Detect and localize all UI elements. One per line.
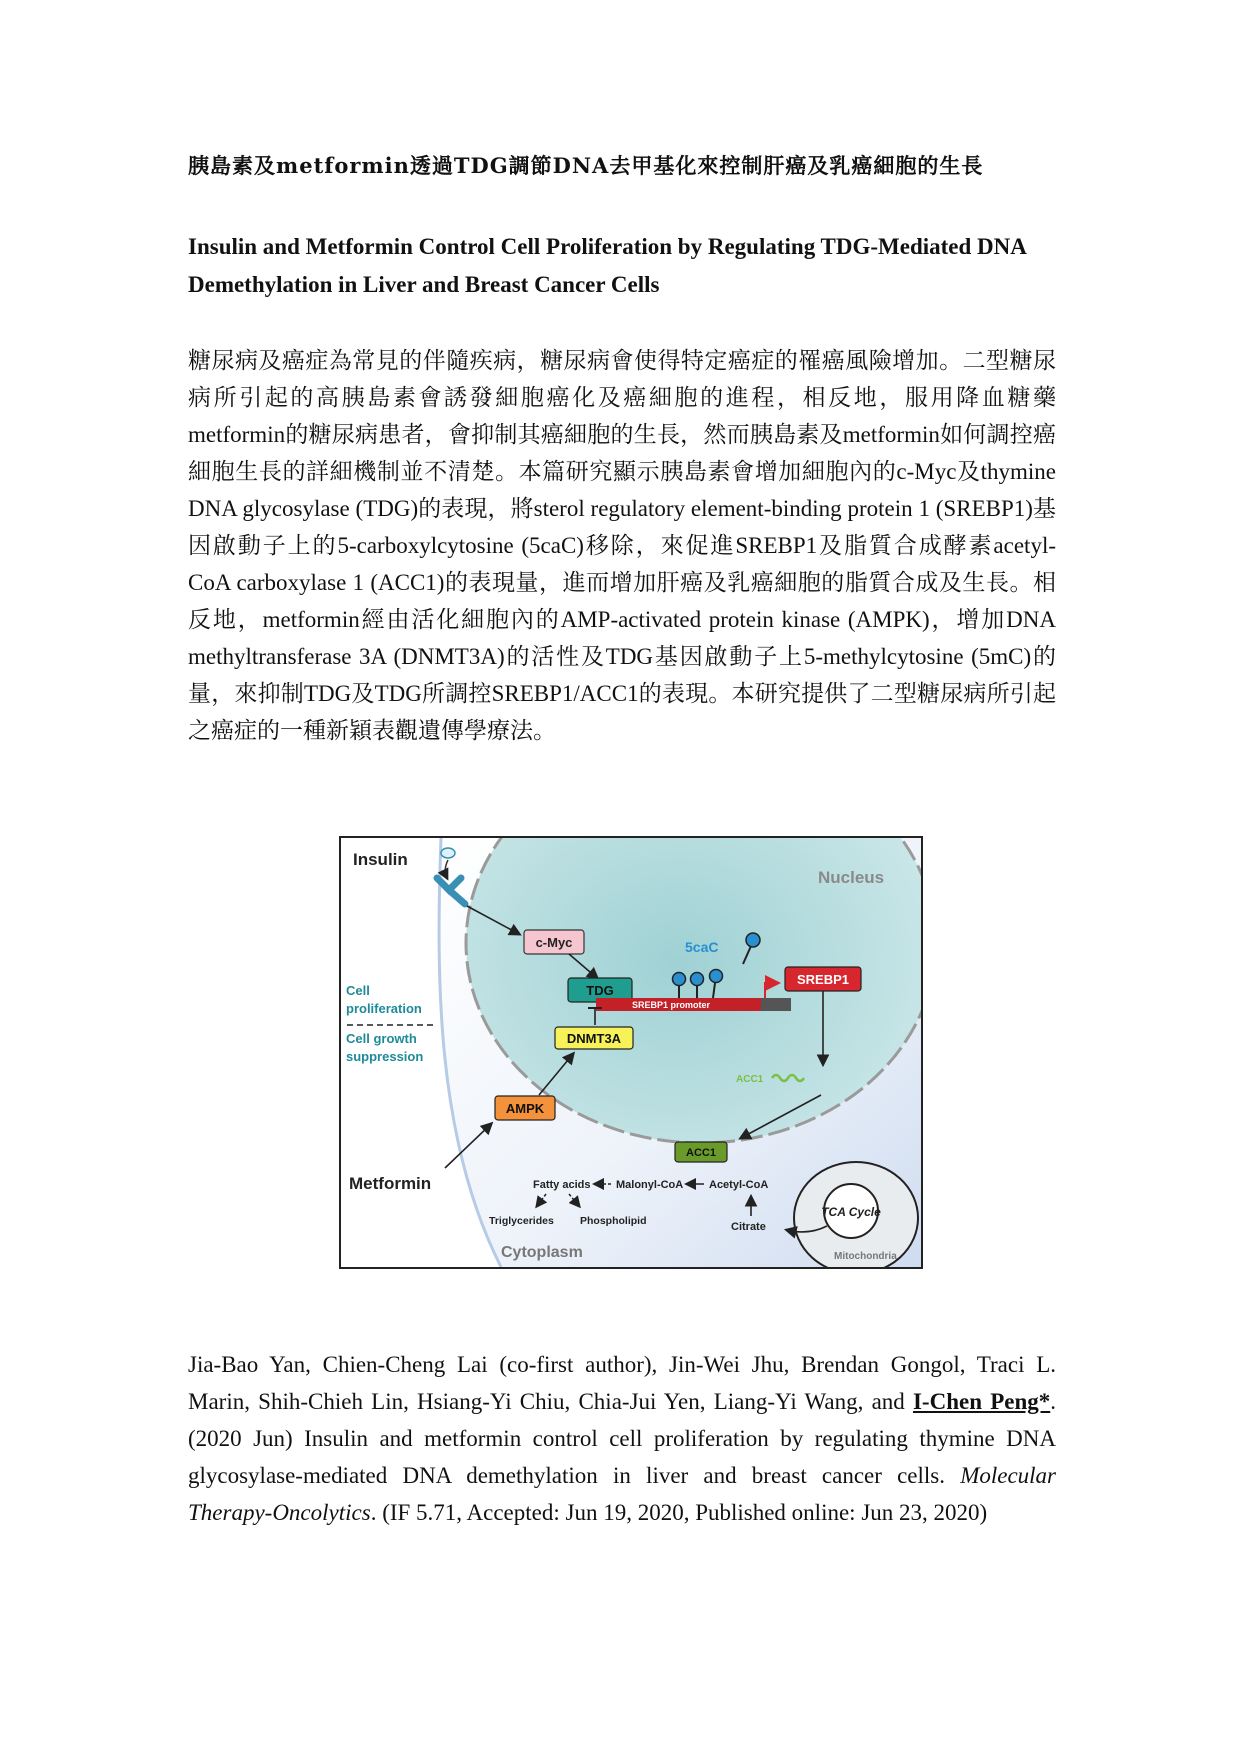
mitochondria-label: Mitochondria: [834, 1251, 897, 1262]
tca-cycle-label: TCA Cycle: [821, 1205, 881, 1219]
fatty-acids-label: Fatty acids: [533, 1179, 591, 1191]
acc1-mrna-label: ACC1: [736, 1074, 764, 1085]
citation-authors: Jia-Bao Yan, Chien-Cheng Lai (co-first author), Jin-Wei Jhu, Brendan Gongol, Traci L. Marin, Shih-Chieh Lin, Hsiang-Yi Chiu, Chia-Jui Yen, Liang-Yi Wang, and: [188, 1352, 1056, 1414]
acc1-label: ACC1: [686, 1147, 716, 1159]
insulin-molecule-icon: [441, 848, 455, 858]
mechanism-diagram: [341, 838, 921, 1267]
cell-proliferation-label-1: Cell: [346, 983, 370, 998]
cmyc-label: c-Myc: [535, 935, 573, 950]
tdg-label: TDG: [586, 983, 614, 998]
citation-paragraph: [188, 1346, 1056, 1531]
malonyl-coa-label: Malonyl-CoA: [616, 1179, 684, 1191]
citation-title: . (2020 Jun) Insulin and metformin control cell proliferation by regulating thymine DNA glycosylase-mediated DNA demethylation in liver and breast cancer cells.: [188, 1389, 1056, 1488]
nucleus-label: Nucleus: [818, 868, 885, 887]
phospholipid-label: Phospholipid: [580, 1215, 647, 1227]
metformin-label: Metformin: [349, 1174, 432, 1193]
citrate-label: Citrate: [731, 1221, 766, 1233]
cytoplasm-label: Cytoplasm: [501, 1244, 583, 1261]
journal-name: Molecular Therapy-Oncolytics: [188, 1463, 1056, 1525]
title-chinese: 胰島素及metformin透過TDG調節DNA去甲基化來控制肝癌及乳癌細胞的生長: [188, 153, 984, 178]
dnmt3a-label: DNMT3A: [566, 1031, 622, 1046]
fivecac-label: 5caC: [685, 939, 719, 955]
cell-proliferation-label-2: proliferation: [346, 1001, 422, 1016]
ampk-label: AMPK: [505, 1101, 545, 1116]
corresponding-author: I-Chen Peng*: [912, 1389, 1051, 1414]
promoter-label: SREBP1 promoter: [631, 1000, 711, 1010]
cell-growth-suppression-label-2: suppression: [346, 1049, 424, 1064]
triglycerides-label: Triglycerides: [489, 1215, 554, 1227]
srebp1-label: SREBP1: [796, 972, 850, 987]
citation-details: . (IF 5.71, Accepted: Jun 19, 2020, Published online: Jun 23, 2020): [370, 1500, 988, 1525]
insulin-label: Insulin: [353, 850, 408, 869]
mechanism-figure: [339, 836, 923, 1269]
cell-growth-suppression-label-1: Cell growth: [346, 1031, 417, 1046]
title-english: Insulin and Metformin Control Cell Proliferation by Regulating TDG-Mediated DNA Demethylation in Liver and Breast Cancer Cells: [188, 234, 1026, 297]
srebp1-gene-bar: [761, 998, 791, 1011]
abstract-paragraph: 糖尿病及癌症為常見的伴隨疾病，糖尿病會使得特定癌症的罹癌風險增加。二型糖尿病所引起的高胰島素會誘發細胞癌化及癌細胞的進程，相反地，服用降血糖藥metformin的糖尿病患者，會抑制其癌細胞的生長，然而胰島素及metformin如何調控癌細胞生長的詳細機制並不清楚。本篇研究顯示胰島素會增加細胞內的c-Myc及thymine DNA glycosylase (TDG)的表現，將sterol regulatory element-binding protein 1 (SREBP1)基因啟動子上的5-carboxylcytosine (5caC)移除，來促進SREBP1及脂質合成酵素acetyl-CoA carboxylase 1 (ACC1)的表現量，進而增加肝癌及乳癌細胞的脂質合成及生長。相反地，metformin經由活化細胞內的AMP-activated protein kinase (AMPK)，增加DNA methyltransferase 3A (DNMT3A)的活性及TDG基因啟動子上5-methylcytosine (5mC)的量，來抑制TDG及TDG所調控SREBP1/ACC1的表現。本研究提供了二型糖尿病所引起之癌症的一種新穎表觀遺傳學療法。: [188, 348, 1056, 743]
acetyl-coa-label: Acetyl-CoA: [709, 1179, 769, 1191]
